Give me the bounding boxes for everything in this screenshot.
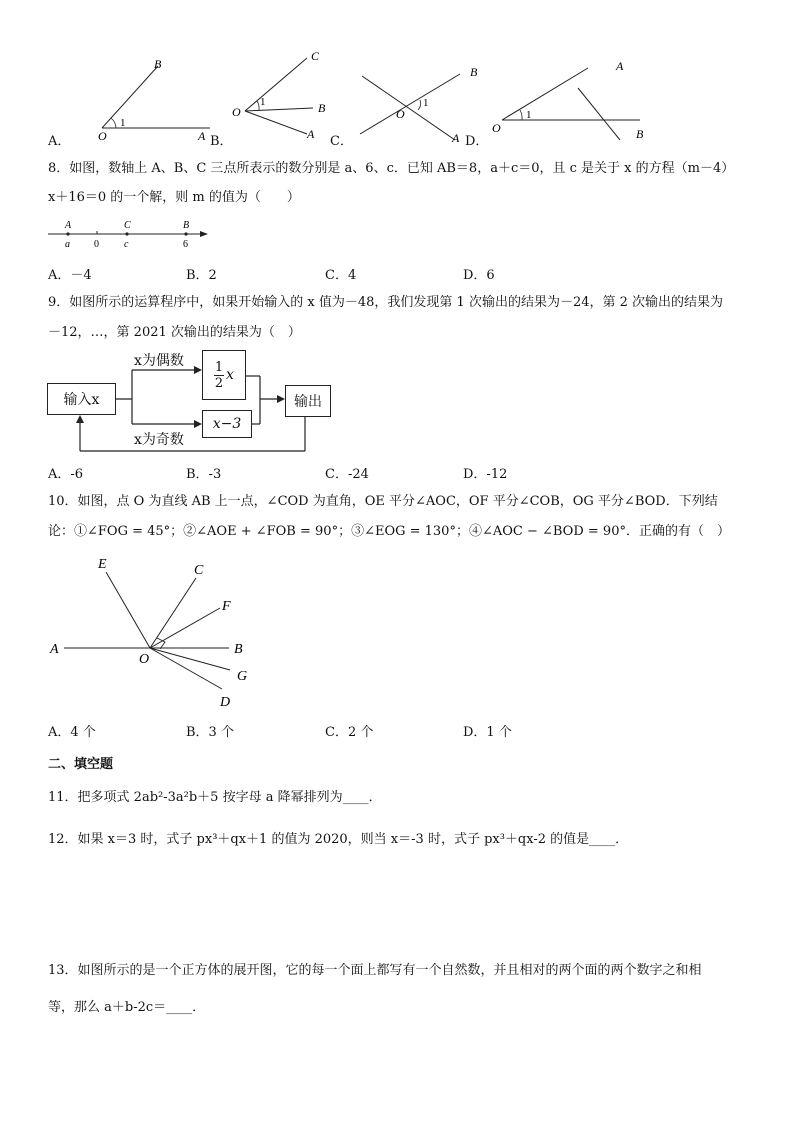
odd-condition: x为奇数 [134,432,184,448]
q13-line2: 等，那么 a＋b-2c＝____． [48,1000,206,1015]
q12-text: 12．如果 x＝3 时，式子 px³＋qx＋1 的值为 2020，则当 x＝-3 时，式子 px³＋qx-2 的值是____． [48,832,629,847]
axis-label-c-top: C [124,220,131,231]
ray-label-e: E [98,557,107,572]
q10-line2: 论：①∠FOG = 45°；②∠AOE + ∠FOB = 90°；③∠EOG = 130°；④∠AOC − ∠BOD = 90°．正确的有（ ） [48,524,730,539]
q7b-label-1: 1 [260,96,266,108]
ray-label-f: F [222,599,231,614]
q9-option-b: B．-3 [186,467,222,482]
output-box [285,385,331,417]
ray-label-g: G [237,669,248,684]
q7-option-d: D． [465,134,489,149]
section-fill-in-title: 二、填空题 [48,757,114,772]
half-variable: x [226,367,234,383]
axis-label-six: 6 [183,239,188,250]
q7d-label-b: B [636,127,644,141]
q10-option-c: C．2 个 [325,725,374,740]
output-label: 输出 [294,394,322,410]
q7c-label-o: O [396,107,405,121]
q7b-label-o: O [232,105,241,119]
q13-line1: 13．如图所示的是一个正方体的展开图，它的每一个面上都写有一个自然数，并且相对的两个面的两个数字之和相 [48,963,702,978]
q10-option-d: D．1 个 [463,725,512,740]
q8-option-d: D．6 [463,268,495,283]
q7-option-c: C． [330,134,353,149]
q7a-label-1: 1 [120,117,126,129]
axis-label-c: c [124,239,129,250]
q7a-label-a: A [198,129,206,143]
q8-line1: 8．如图，数轴上 A、B、C 三点所表示的数分别是 a、6、c．已知 AB＝8，a＋c＝0，且 c 是关于 x 的方程（m－4） [48,161,735,176]
q10-line1: 10．如图，点 O 为直线 AB 上一点，∠COD 为直角，OE 平分∠AOC，OF 平分∠COB，OG 平分∠BOD．下列结 [48,494,718,509]
q7d-label-o: O [492,121,501,135]
q7-figures [40,48,760,148]
ray-label-c: C [194,563,204,578]
input-label: 输入x [63,392,100,408]
minus-box [202,410,252,438]
ray-label-b: B [234,642,243,657]
q11-text: 11．把多项式 2ab²-3a²b＋5 按字母 a 降幂排列为____． [48,790,382,805]
q8-option-c: C．4 [325,268,357,283]
q7a-label-b: B [154,57,162,71]
q7c-label-b: B [470,65,478,79]
q10-figure [44,552,264,714]
q8-number-line [44,217,214,251]
q7-option-b: B． [210,134,233,149]
q7d-label-a: A [616,59,624,73]
q7b-label-a: A [307,127,315,141]
q7b-label-b: B [318,101,326,115]
q10-option-a: A．4 个 [48,725,96,740]
axis-label-a: a [65,239,70,250]
minus-label: x−3 [212,416,242,432]
axis-label-zero: 0 [94,239,99,250]
axis-label-a-top: A [65,220,72,231]
even-condition: x为偶数 [134,353,184,369]
q7a-label-o: O [98,129,107,143]
q8-option-a: A．－4 [48,268,92,283]
q9-option-d: D．-12 [463,467,508,482]
axis-label-b-top: B [183,220,190,231]
q9-option-a: A．-6 [48,467,84,482]
ray-label-a: A [50,642,59,657]
half-box [202,350,246,400]
half-denominator: 2 [214,375,224,391]
q9-option-c: C．-24 [325,467,369,482]
q7b-label-c: C [311,49,320,63]
q7-figure-d [490,48,670,148]
input-box [47,383,116,415]
q9-line2: －12，…，第 2021 次输出的结果为（ ） [48,325,301,340]
q7d-label-1: 1 [526,109,532,121]
q8-option-b: B．2 [186,268,217,283]
q7c-label-1: 1 [423,97,429,109]
ray-label-o: O [139,652,150,667]
half-numerator: 1 [214,359,224,375]
q9-line1: 9．如图所示的运算程序中，如果开始输入的 x 值为－48，我们发现第 1 次输出的结果为－24，第 2 次输出的结果为 [48,295,724,310]
q10-option-b: B．3 个 [186,725,234,740]
q7c-label-a: A [452,131,460,145]
q8-line2: x＋16＝0 的一个解，则 m 的值为（ ） [48,190,300,205]
q7-option-a: A． [48,134,71,149]
ray-label-d: D [220,695,231,710]
